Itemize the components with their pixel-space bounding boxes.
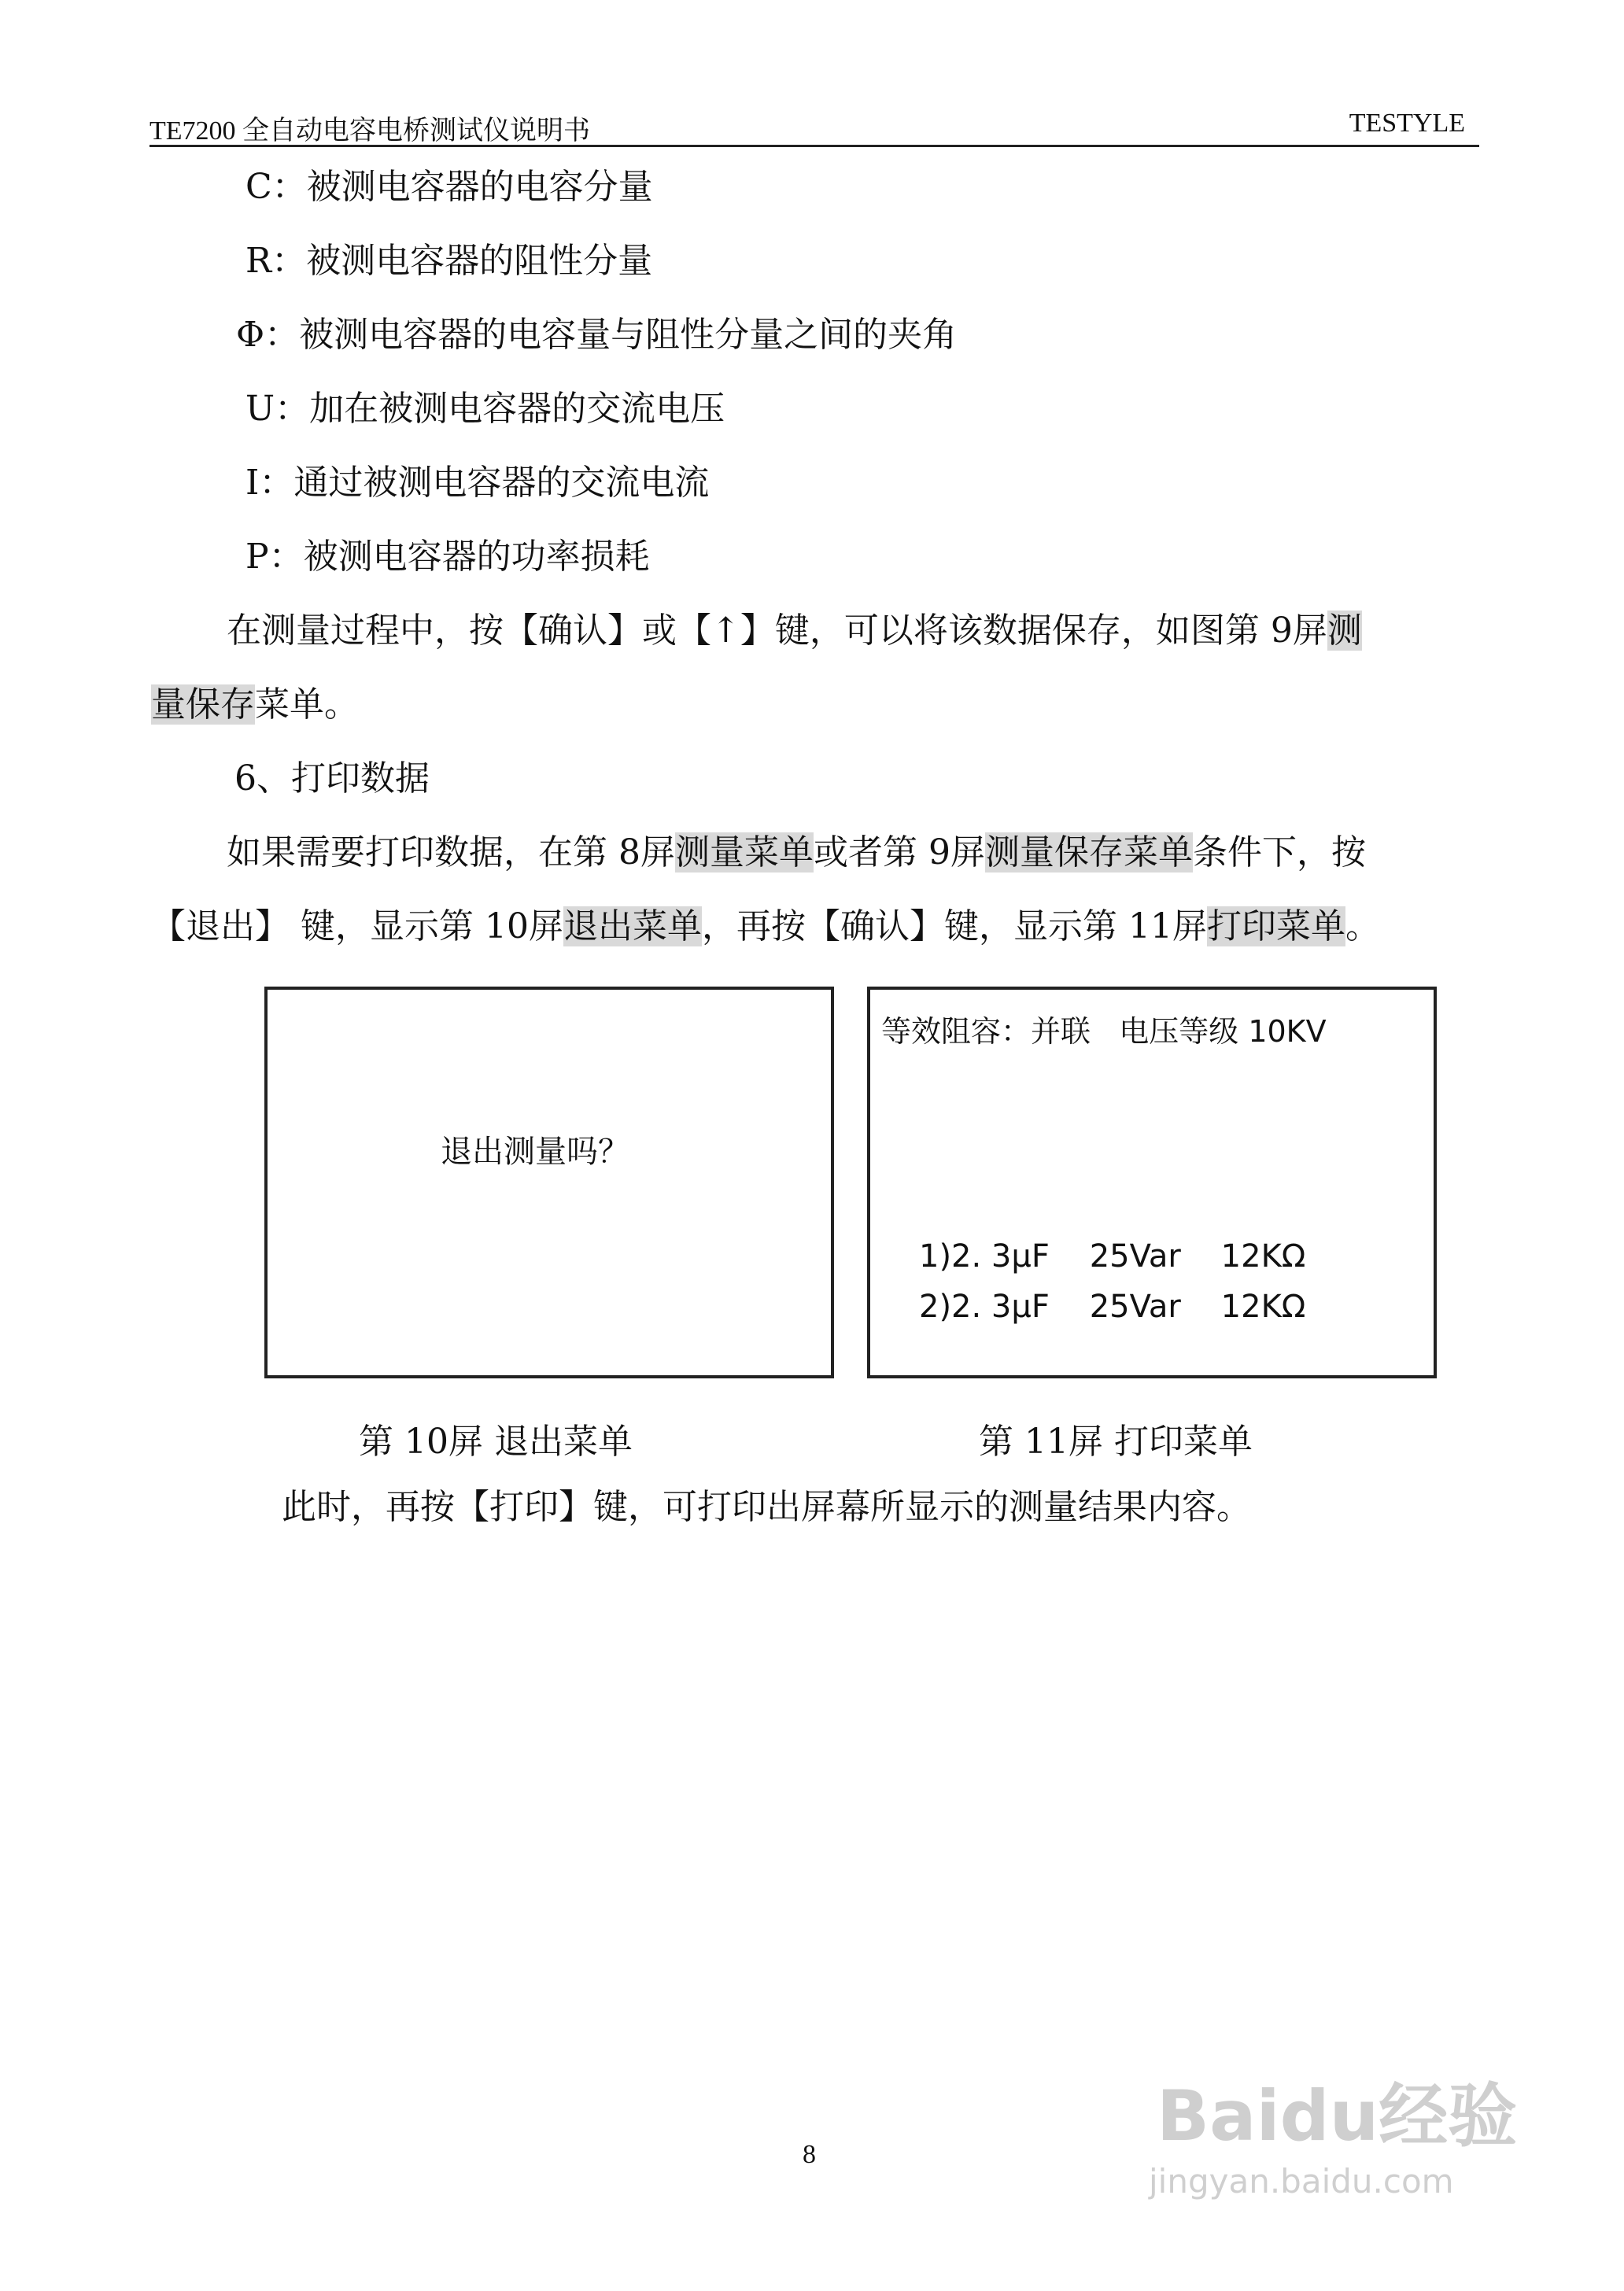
paragraph-print-line2: 【退出】 键，显示第 10屏退出菜单，再按【确认】键，显示第 11屏打印菜单。 bbox=[151, 906, 1380, 946]
highlight-text: 打印菜单 bbox=[1206, 906, 1345, 946]
print-menu-header: 等效阻容：并联 电压等级 10KV bbox=[881, 1014, 1327, 1049]
print-record-1: 1)2. 3μF 25Var 12KΩ bbox=[919, 1238, 1306, 1275]
definition-i: I：通过被测电容器的交流电流 bbox=[245, 463, 710, 503]
page-number: 8 bbox=[803, 2140, 816, 2169]
definition-u: U：加在被测电容器的交流电压 bbox=[245, 389, 725, 429]
document-title: TE7200 全自动电容电桥测试仪说明书 bbox=[149, 116, 591, 146]
definition-p: P：被测电容器的功率损耗 bbox=[245, 537, 650, 577]
paragraph-save-line2: 量保存菜单。 bbox=[151, 684, 359, 725]
highlight-text: 测量菜单 bbox=[674, 832, 814, 872]
definition-r: R：被测电容器的阻性分量 bbox=[245, 241, 653, 281]
paragraph-print-key: 此时，再按【打印】键，可打印出屏幕所显示的测量结果内容。 bbox=[282, 1487, 1251, 1527]
screen-10-exit-menu bbox=[264, 987, 834, 1378]
highlight-text: 量保存 bbox=[151, 684, 255, 725]
highlight-text: 退出菜单 bbox=[563, 906, 702, 946]
caption-screen-11: 第 11屏 打印菜单 bbox=[979, 1422, 1253, 1462]
brand-name: TESTYLE bbox=[1349, 109, 1465, 138]
definition-c: C：被测电容器的电容分量 bbox=[245, 167, 653, 207]
print-record-2: 2)2. 3μF 25Var 12KΩ bbox=[919, 1289, 1306, 1325]
caption-screen-10: 第 10屏 退出菜单 bbox=[359, 1422, 633, 1462]
paragraph-save-line1: 在测量过程中，按【确认】或【↑】键，可以将该数据保存，如图第 9屏测 bbox=[227, 611, 1362, 651]
section-heading-print: 6、打印数据 bbox=[234, 758, 430, 799]
highlight-text: 测 bbox=[1327, 611, 1362, 651]
paragraph-print-line1: 如果需要打印数据，在第 8屏测量菜单或者第 9屏测量保存菜单条件下，按 bbox=[227, 832, 1366, 872]
baidu-watermark-logo: Baidu经验 bbox=[1157, 2075, 1518, 2156]
screen-11-print-menu bbox=[867, 987, 1437, 1378]
page-header bbox=[149, 101, 1479, 147]
baidu-watermark-url: jingyan.baidu.com bbox=[1149, 2162, 1454, 2201]
highlight-text: 测量保存菜单 bbox=[984, 832, 1193, 872]
exit-prompt: 退出测量吗？ bbox=[441, 1134, 629, 1170]
definition-phi: Φ：被测电容器的电容量与阻性分量之间的夹角 bbox=[236, 315, 958, 355]
